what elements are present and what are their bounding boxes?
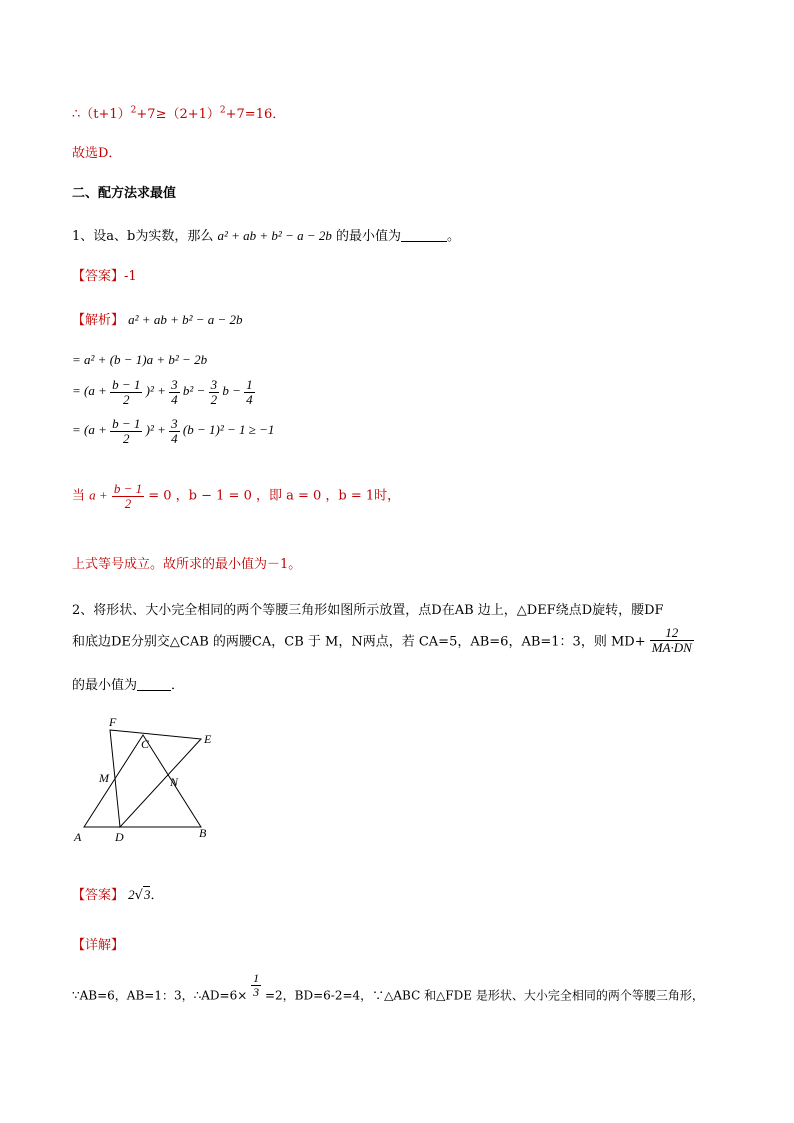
answer-blank (401, 229, 447, 242)
answer-blank (137, 678, 171, 691)
q1-step1: = a² + (b − 1)a + b² − 2b (72, 352, 208, 367)
q1-analysis-head: 【解析】 a² + ab + b² − a − 2b (72, 312, 243, 328)
label-m: M (99, 771, 109, 785)
prev-solution-line1: $\therefore(t+1)^2+7\ge(2+1)^2+7=16$． (72, 105, 286, 122)
analysis-tag: 【解析】 (72, 313, 125, 328)
q1-answer: 【答案】-1 (72, 269, 137, 284)
q1-question: 1、设a、b为实数，那么 a² + ab + b² − a − 2b 的最小值为 。 (72, 228, 461, 244)
answer-tag: 【答案】 (72, 269, 125, 284)
q1-step2: = (a + $\frac{b - 1}{2}$ )² + $\frac{3}{4}$ b² − $\frac{3}{2}$ b − $\frac{1}{4}$ (72, 377, 253, 407)
label-a: A (74, 830, 82, 844)
q1-conclusion: 上式等号成立。故所求的最小值为－1。 (72, 557, 302, 572)
triangle-fde (110, 730, 201, 827)
triangle-diagram (70, 710, 230, 850)
section-title: 二、配方法求最值 (72, 186, 177, 201)
answer-tag: 【答案】 (72, 888, 125, 903)
q2-fraction: $\frac{12}{MA\cdot DN}$ (651, 625, 692, 655)
q2-detail-tag: 【详解】 (72, 938, 125, 953)
label-e: E (204, 732, 212, 746)
q2-line1: 2、将形状、大小完全相同的两个等腰三角形如图所示放置，点D在AB 边上，△DEF绕点D旋转，腰DF (72, 603, 664, 618)
q2-answer: 【答案】 2√3． (72, 887, 164, 903)
q2-detail-line: ∵AB=6，AB=1：3，∴AD=6× $\frac{1}{3}$ =2，BD=6-2=4，∵△ABC 和△FDE 是形状、大小完全相同的两个等腰三角形， (72, 971, 704, 1003)
label-f: F (109, 715, 117, 729)
prev-solution-line2: 故选D． (72, 146, 122, 161)
q2-line3: 的最小值为 ． (72, 678, 185, 693)
q2-line2: 和底边DE分别交△CAB 的两腰CA，CB 于 M，N两点，若 CA=5，AB=6，AB=1：3，则 MD+ $\frac{12}{MA\cdot DN}$ (72, 625, 692, 655)
label-c: C (141, 737, 150, 751)
q1-expression: a² + ab + b² − a − 2b (217, 228, 332, 243)
q1-condition: 当 a + $\frac{b - 1}{2}$ = 0 ，b − 1 = 0 ，即 a = 0 ，b = 1时， (72, 481, 401, 511)
label-b: B (199, 826, 207, 840)
label-n: N (170, 775, 179, 789)
q1-step3: = (a + $\frac{b - 1}{2}$ )² + $\frac{3}{4}$ (b − 1)² − 1 ≥ −1 (72, 416, 275, 446)
label-d: D (115, 830, 124, 844)
